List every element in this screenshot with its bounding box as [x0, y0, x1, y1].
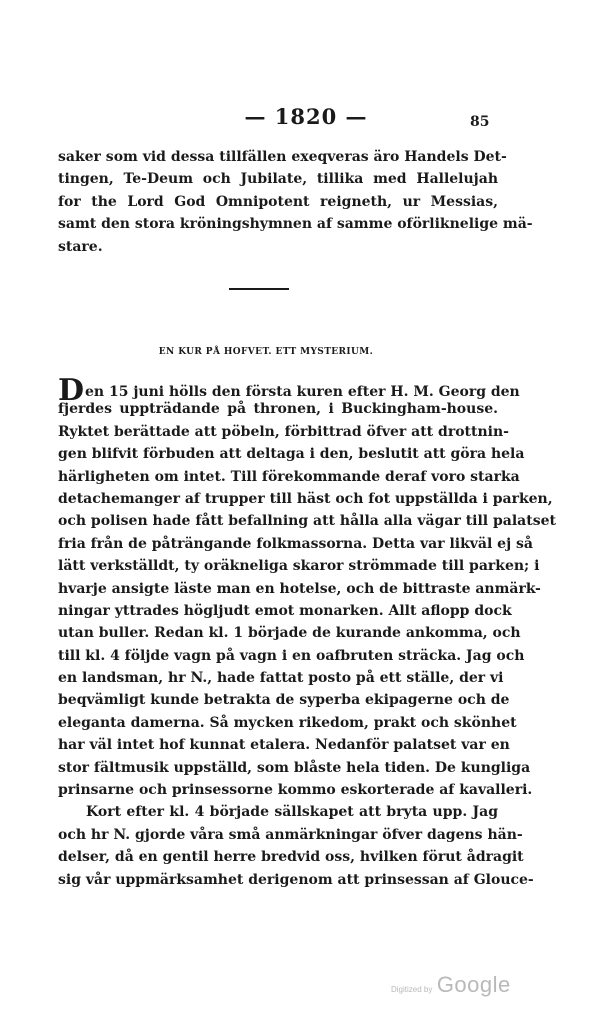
- text-line: utan buller. Redan kl. 1 började de kurande ankomma, och: [58, 625, 521, 642]
- text-line: stor fältmusik uppställd, som blåste hela tiden. De kungliga: [58, 759, 531, 776]
- text-line: till kl. 4 följde vagn på vagn i en oafbruten sträcka. Jag och: [58, 647, 525, 664]
- section-heading: EN KUR PÅ HOFVET. ETT MYSTERIUM.: [158, 347, 374, 357]
- text-line: har väl intet hof kunnat etalera. Nedanför palatset var en: [58, 737, 510, 754]
- text-line: for the Lord God Omnipotent reigneth, ur Messias,: [58, 193, 498, 210]
- text-line: fria från de påträngande folkmassorna. Detta var likväl ej så: [58, 535, 533, 552]
- text-line: tingen, Te-Deum och Jubilate, tillika med Hallelujah: [58, 171, 498, 188]
- text-line: en landsman, hr N., hade fattat posto på ett ställe, der vi: [58, 670, 504, 687]
- first-line-text: en 15 juni hölls den första kuren efter H. M. Georg den: [85, 384, 520, 400]
- text-line: och polisen hade fått befallning att hålla alla vägar till palatset: [58, 513, 556, 530]
- text-line: prinsarne och prinsessorne kommo eskorterade af kavalleri.: [58, 782, 533, 799]
- drop-cap: D: [58, 373, 85, 408]
- google-logo: Google: [436, 972, 511, 997]
- text-line: saker som vid dessa tillfällen exeqveras äro Handels Det-: [58, 149, 507, 165]
- text-line: ningar yttrades högljudt emot monarken. Allt aflopp dock: [58, 602, 512, 619]
- text-line: härligheten om intet. Till förekommande deraf voro starka: [58, 468, 520, 485]
- text-line: Ryktet berättade att pöbeln, förbittrad öfver att drottnin-: [58, 423, 509, 440]
- paragraph-main: [58, 373, 556, 891]
- text-line: samt den stora kröningshymnen af samme oförliknelige mä-: [58, 216, 533, 233]
- text-line: stare.: [58, 238, 103, 255]
- text-line: sig vår uppmärksamhet derigenom att prinsessan af Glouce-: [58, 871, 534, 888]
- text-line: hvarje ansigte läste man en hotelse, och de bittraste anmärk-: [58, 580, 541, 597]
- text-line: fjerdes uppträdande på thronen, i Buckingham-house.: [58, 401, 498, 418]
- digitized-by-google-watermark: [391, 972, 511, 998]
- first-text-line: [58, 373, 520, 408]
- text-line: delser, då en gentil herre bredvid oss, hvilken förut ådragit: [58, 849, 524, 866]
- text-line: gen blifvit förbuden att deltaga i den, beslutit att göra hela: [58, 446, 525, 463]
- text-line: detachemanger af trupper till häst och fot uppställda i parken,: [58, 490, 553, 507]
- page-number: 85: [470, 114, 490, 130]
- section-divider: [229, 288, 289, 290]
- watermark-prefix: Digitized by: [391, 985, 433, 994]
- text-line: lätt verkställdt, ty oräkneliga skaror strömmade till parken; i: [58, 558, 540, 575]
- text-line: Kort efter kl. 4 började sällskapet att bryta upp. Jag: [86, 804, 498, 821]
- text-line: och hr N. gjorde våra små anmärkningar öfver dagens hän-: [58, 826, 523, 843]
- paragraph-continuation: [58, 146, 533, 258]
- running-header-year: — 1820 —: [244, 104, 368, 129]
- text-line: eleganta damerna. Så mycken rikedom, prakt och skönhet: [58, 714, 517, 731]
- text-line: beqvämligt kunde betrakta de syperba ekipagerne och de: [58, 692, 510, 709]
